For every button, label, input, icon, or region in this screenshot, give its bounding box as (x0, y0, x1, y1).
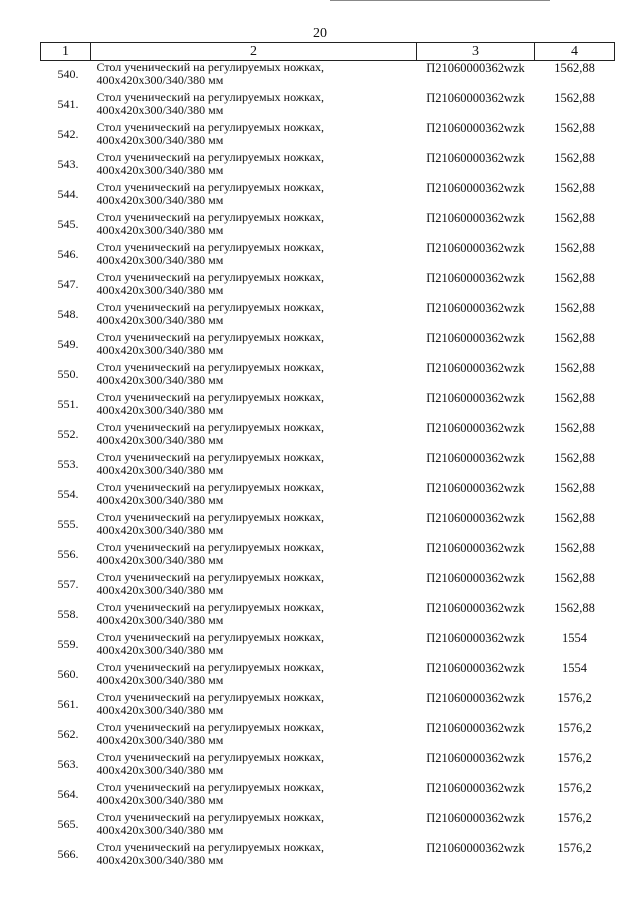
price-value: 1576,2 (557, 690, 592, 705)
row-number: 548. (57, 306, 79, 321)
item-name-cell (91, 331, 417, 361)
row-number-cell (41, 151, 91, 181)
inventory-code: П21060000362wzk (426, 540, 525, 555)
item-name-cell (91, 661, 417, 691)
inventory-code: П21060000362wzk (426, 330, 525, 345)
column-header-4: 4 (535, 43, 615, 61)
row-number-cell (41, 121, 91, 151)
price-value: 1562,88 (554, 120, 595, 135)
price-cell (535, 211, 615, 241)
row-number-cell (41, 421, 91, 451)
row-number-cell (41, 61, 91, 91)
price-cell (535, 481, 615, 511)
inventory-code-cell (417, 421, 535, 451)
row-number: 563. (57, 756, 79, 771)
row-number: 549. (57, 336, 79, 351)
item-name-cell (91, 421, 417, 451)
column-header-2: 2 (91, 43, 417, 61)
item-dimensions: 400x420x300/340/380 мм (96, 672, 224, 687)
item-description: Стол ученический на регулируемых ножках, (96, 209, 325, 224)
inventory-code: П21060000362wzk (426, 270, 525, 285)
item-description: Стол ученический на регулируемых ножках, (96, 239, 325, 254)
column-header-3: 3 (417, 43, 535, 61)
inventory-code: П21060000362wzk (426, 90, 525, 105)
row-number-cell (41, 811, 91, 841)
price-value: 1576,2 (557, 750, 592, 765)
table-row (41, 421, 615, 451)
item-dimensions: 400x420x300/340/380 мм (96, 192, 224, 207)
price-value: 1562,88 (554, 480, 595, 495)
table-row (41, 811, 615, 841)
row-number: 559. (57, 636, 79, 651)
item-dimensions: 400x420x300/340/380 мм (96, 582, 224, 597)
row-number-cell (41, 211, 91, 241)
price-value: 1562,88 (554, 540, 595, 555)
row-number: 557. (57, 576, 79, 591)
item-name-cell (91, 451, 417, 481)
inventory-code-cell (417, 781, 535, 811)
row-number-cell (41, 241, 91, 271)
item-description: Стол ученический на регулируемых ножках, (96, 809, 325, 824)
item-dimensions: 400x420x300/340/380 мм (96, 402, 224, 417)
inventory-code-cell (417, 391, 535, 421)
inventory-code: П21060000362wzk (426, 210, 525, 225)
row-number: 555. (57, 516, 79, 531)
price-value: 1562,88 (554, 61, 595, 75)
row-number: 547. (57, 276, 79, 291)
inventory-code-cell (417, 301, 535, 331)
table-row (41, 451, 615, 481)
inventory-code-cell (417, 601, 535, 631)
inventory-code-cell (417, 721, 535, 751)
price-cell (535, 601, 615, 631)
row-number: 550. (57, 366, 79, 381)
row-number-cell (41, 511, 91, 541)
row-number-cell (41, 841, 91, 871)
table-row (41, 601, 615, 631)
row-number: 560. (57, 666, 79, 681)
inventory-code: П21060000362wzk (426, 750, 525, 765)
item-name-cell (91, 151, 417, 181)
price-value: 1562,88 (554, 510, 595, 525)
price-cell (535, 151, 615, 181)
price-value: 1562,88 (554, 600, 595, 615)
row-number-cell (41, 451, 91, 481)
inventory-code-cell (417, 181, 535, 211)
row-number-cell (41, 721, 91, 751)
inventory-code-cell (417, 241, 535, 271)
item-name-cell (91, 301, 417, 331)
scan-edge-line (330, 0, 550, 1)
table-row (41, 541, 615, 571)
price-cell (535, 721, 615, 751)
item-dimensions: 400x420x300/340/380 мм (96, 552, 224, 567)
row-number: 543. (57, 156, 79, 171)
table-row (41, 481, 615, 511)
inventory-code: П21060000362wzk (426, 690, 525, 705)
inventory-code-cell (417, 271, 535, 301)
row-number: 540. (57, 67, 79, 81)
table-row (41, 271, 615, 301)
inventory-code-cell (417, 751, 535, 781)
inventory-code-cell (417, 511, 535, 541)
table-row (41, 61, 615, 91)
column-header-1: 1 (41, 43, 91, 61)
row-number: 544. (57, 186, 79, 201)
item-description: Стол ученический на регулируемых ножках, (96, 419, 325, 434)
row-number: 546. (57, 246, 79, 261)
item-description: Стол ученический на регулируемых ножках, (96, 119, 325, 134)
item-description: Стол ученический на регулируемых ножках, (96, 689, 325, 704)
item-name-cell (91, 721, 417, 751)
inventory-code-cell (417, 211, 535, 241)
price-value: 1576,2 (557, 840, 592, 855)
item-name-cell (91, 121, 417, 151)
inventory-code-cell (417, 121, 535, 151)
item-description: Стол ученический на регулируемых ножках, (96, 779, 325, 794)
item-dimensions: 400x420x300/340/380 мм (96, 762, 224, 777)
item-description: Стол ученический на регулируемых ножках, (96, 509, 325, 524)
row-number-cell (41, 271, 91, 301)
item-name-cell (91, 571, 417, 601)
item-name-cell (91, 181, 417, 211)
item-dimensions: 400x420x300/340/380 мм (96, 462, 224, 477)
inventory-code-cell (417, 151, 535, 181)
price-cell (535, 751, 615, 781)
item-name-cell (91, 541, 417, 571)
item-description: Стол ученический на регулируемых ножках, (96, 479, 325, 494)
inventory-code-cell (417, 451, 535, 481)
inventory-code: П21060000362wzk (426, 420, 525, 435)
inventory-code-cell (417, 841, 535, 871)
price-cell (535, 241, 615, 271)
row-number: 565. (57, 816, 79, 831)
inventory-code-cell (417, 571, 535, 601)
table-row (41, 391, 615, 421)
row-number-cell (41, 301, 91, 331)
row-number-cell (41, 361, 91, 391)
item-dimensions: 400x420x300/340/380 мм (96, 702, 224, 717)
row-number: 551. (57, 396, 79, 411)
row-number: 545. (57, 216, 79, 231)
table-row (41, 691, 615, 721)
price-value: 1562,88 (554, 420, 595, 435)
item-name-cell (91, 61, 417, 91)
row-number-cell (41, 631, 91, 661)
price-value: 1562,88 (554, 300, 595, 315)
inventory-code: П21060000362wzk (426, 61, 525, 75)
price-cell (535, 181, 615, 211)
item-dimensions: 400x420x300/340/380 мм (96, 822, 224, 837)
item-dimensions: 400x420x300/340/380 мм (96, 642, 224, 657)
item-name-cell (91, 91, 417, 121)
table-row (41, 571, 615, 601)
price-value: 1562,88 (554, 90, 595, 105)
row-number: 566. (57, 846, 79, 861)
price-value: 1562,88 (554, 150, 595, 165)
price-cell (535, 91, 615, 121)
table-row (41, 631, 615, 661)
row-number: 564. (57, 786, 79, 801)
table-row (41, 211, 615, 241)
item-dimensions: 400x420x300/340/380 мм (96, 132, 224, 147)
items-table (40, 42, 615, 871)
item-description: Стол ученический на регулируемых ножках, (96, 269, 325, 284)
inventory-code: П21060000362wzk (426, 120, 525, 135)
row-number-cell (41, 331, 91, 361)
item-name-cell (91, 691, 417, 721)
table-row (41, 301, 615, 331)
inventory-code: П21060000362wzk (426, 630, 525, 645)
price-cell (535, 121, 615, 151)
item-name-cell (91, 391, 417, 421)
item-name-cell (91, 361, 417, 391)
inventory-code: П21060000362wzk (426, 450, 525, 465)
table-row (41, 511, 615, 541)
price-value: 1562,88 (554, 360, 595, 375)
item-description: Стол ученический на регулируемых ножках, (96, 719, 325, 734)
inventory-code-cell (417, 331, 535, 361)
price-cell (535, 361, 615, 391)
table-row (41, 331, 615, 361)
inventory-code-cell (417, 61, 535, 91)
inventory-code: П21060000362wzk (426, 390, 525, 405)
row-number: 561. (57, 696, 79, 711)
inventory-code: П21060000362wzk (426, 660, 525, 675)
row-number-cell (41, 481, 91, 511)
price-value: 1576,2 (557, 810, 592, 825)
table-row (41, 781, 615, 811)
row-number-cell (41, 661, 91, 691)
inventory-code-cell (417, 631, 535, 661)
row-number: 542. (57, 126, 79, 141)
item-description: Стол ученический на регулируемых ножках, (96, 749, 325, 764)
price-value: 1562,88 (554, 330, 595, 345)
inventory-code-cell (417, 481, 535, 511)
item-name-cell (91, 811, 417, 841)
inventory-code: П21060000362wzk (426, 810, 525, 825)
item-dimensions: 400x420x300/340/380 мм (96, 342, 224, 357)
item-dimensions: 400x420x300/340/380 мм (96, 432, 224, 447)
item-name-cell (91, 841, 417, 871)
row-number: 541. (57, 96, 79, 111)
item-description: Стол ученический на регулируемых ножках, (96, 149, 325, 164)
item-description: Стол ученический на регулируемых ножках, (96, 659, 325, 674)
item-name-cell (91, 751, 417, 781)
inventory-code: П21060000362wzk (426, 780, 525, 795)
row-number: 562. (57, 726, 79, 741)
price-value: 1576,2 (557, 720, 592, 735)
item-description: Стол ученический на регулируемых ножках, (96, 299, 325, 314)
price-value: 1562,88 (554, 270, 595, 285)
item-dimensions: 400x420x300/340/380 мм (96, 612, 224, 627)
item-description: Стол ученический на регулируемых ножках, (96, 569, 325, 584)
inventory-code: П21060000362wzk (426, 480, 525, 495)
price-value: 1562,88 (554, 180, 595, 195)
item-description: Стол ученический на регулируемых ножках, (96, 449, 325, 464)
item-description: Стол ученический на регулируемых ножках, (96, 839, 325, 854)
item-description: Стол ученический на регулируемых ножках, (96, 89, 325, 104)
price-cell (535, 661, 615, 691)
price-value: 1562,88 (554, 450, 595, 465)
item-name-cell (91, 211, 417, 241)
inventory-code: П21060000362wzk (426, 180, 525, 195)
table-row (41, 241, 615, 271)
item-dimensions: 400x420x300/340/380 мм (96, 73, 224, 87)
table-body (41, 61, 615, 871)
item-dimensions: 400x420x300/340/380 мм (96, 852, 224, 867)
price-cell (535, 421, 615, 451)
price-value: 1562,88 (554, 570, 595, 585)
inventory-code: П21060000362wzk (426, 360, 525, 375)
item-description: Стол ученический на регулируемых ножках, (96, 389, 325, 404)
item-dimensions: 400x420x300/340/380 мм (96, 222, 224, 237)
item-dimensions: 400x420x300/340/380 мм (96, 492, 224, 507)
inventory-code: П21060000362wzk (426, 150, 525, 165)
item-dimensions: 400x420x300/340/380 мм (96, 792, 224, 807)
row-number-cell (41, 541, 91, 571)
inventory-code: П21060000362wzk (426, 510, 525, 525)
item-description: Стол ученический на регулируемых ножках, (96, 629, 325, 644)
price-cell (535, 451, 615, 481)
item-name-cell (91, 511, 417, 541)
inventory-code-cell (417, 661, 535, 691)
price-value: 1554 (562, 660, 587, 675)
item-dimensions: 400x420x300/340/380 мм (96, 252, 224, 267)
item-description: Стол ученический на регулируемых ножках, (96, 359, 325, 374)
price-cell (535, 391, 615, 421)
inventory-code: П21060000362wzk (426, 720, 525, 735)
table-row (41, 661, 615, 691)
item-description: Стол ученический на регулируемых ножках, (96, 60, 325, 74)
price-value: 1576,2 (557, 780, 592, 795)
item-dimensions: 400x420x300/340/380 мм (96, 372, 224, 387)
row-number-cell (41, 691, 91, 721)
item-dimensions: 400x420x300/340/380 мм (96, 522, 224, 537)
price-cell (535, 331, 615, 361)
item-name-cell (91, 481, 417, 511)
price-value: 1554 (562, 630, 587, 645)
inventory-code: П21060000362wzk (426, 840, 525, 855)
inventory-code-cell (417, 811, 535, 841)
item-dimensions: 400x420x300/340/380 мм (96, 312, 224, 327)
price-cell (535, 691, 615, 721)
price-cell (535, 781, 615, 811)
row-number: 556. (57, 546, 79, 561)
row-number-cell (41, 91, 91, 121)
row-number: 553. (57, 456, 79, 471)
item-description: Стол ученический на регулируемых ножках, (96, 539, 325, 554)
row-number-cell (41, 181, 91, 211)
table-row (41, 751, 615, 781)
table-row (41, 121, 615, 151)
price-value: 1562,88 (554, 390, 595, 405)
item-description: Стол ученический на регулируемых ножках, (96, 329, 325, 344)
inventory-code: П21060000362wzk (426, 240, 525, 255)
inventory-code-cell (417, 691, 535, 721)
inventory-code: П21060000362wzk (426, 600, 525, 615)
price-value: 1562,88 (554, 210, 595, 225)
price-cell (535, 631, 615, 661)
item-dimensions: 400x420x300/340/380 мм (96, 102, 224, 117)
inventory-code-cell (417, 361, 535, 391)
inventory-code-cell (417, 541, 535, 571)
item-name-cell (91, 241, 417, 271)
price-cell (535, 841, 615, 871)
item-dimensions: 400x420x300/340/380 мм (96, 162, 224, 177)
price-cell (535, 511, 615, 541)
price-cell (535, 271, 615, 301)
inventory-code: П21060000362wzk (426, 570, 525, 585)
inventory-code: П21060000362wzk (426, 300, 525, 315)
item-dimensions: 400x420x300/340/380 мм (96, 732, 224, 747)
item-description: Стол ученический на регулируемых ножках, (96, 599, 325, 614)
table-row (41, 151, 615, 181)
row-number-cell (41, 751, 91, 781)
price-cell (535, 571, 615, 601)
price-cell (535, 541, 615, 571)
table-row (41, 841, 615, 871)
row-number-cell (41, 781, 91, 811)
item-name-cell (91, 271, 417, 301)
table-row (41, 721, 615, 751)
inventory-code-cell (417, 91, 535, 121)
item-dimensions: 400x420x300/340/380 мм (96, 282, 224, 297)
table-row (41, 181, 615, 211)
row-number-cell (41, 571, 91, 601)
row-number-cell (41, 391, 91, 421)
price-cell (535, 811, 615, 841)
item-name-cell (91, 601, 417, 631)
item-name-cell (91, 631, 417, 661)
item-name-cell (91, 781, 417, 811)
table-row (41, 361, 615, 391)
row-number-cell (41, 601, 91, 631)
row-number: 554. (57, 486, 79, 501)
price-value: 1562,88 (554, 240, 595, 255)
row-number: 552. (57, 426, 79, 441)
price-cell (535, 301, 615, 331)
table-header-row (41, 43, 615, 61)
item-description: Стол ученический на регулируемых ножках, (96, 179, 325, 194)
price-cell (535, 61, 615, 91)
table-row (41, 91, 615, 121)
row-number: 558. (57, 606, 79, 621)
page-number: 20 (313, 26, 327, 41)
